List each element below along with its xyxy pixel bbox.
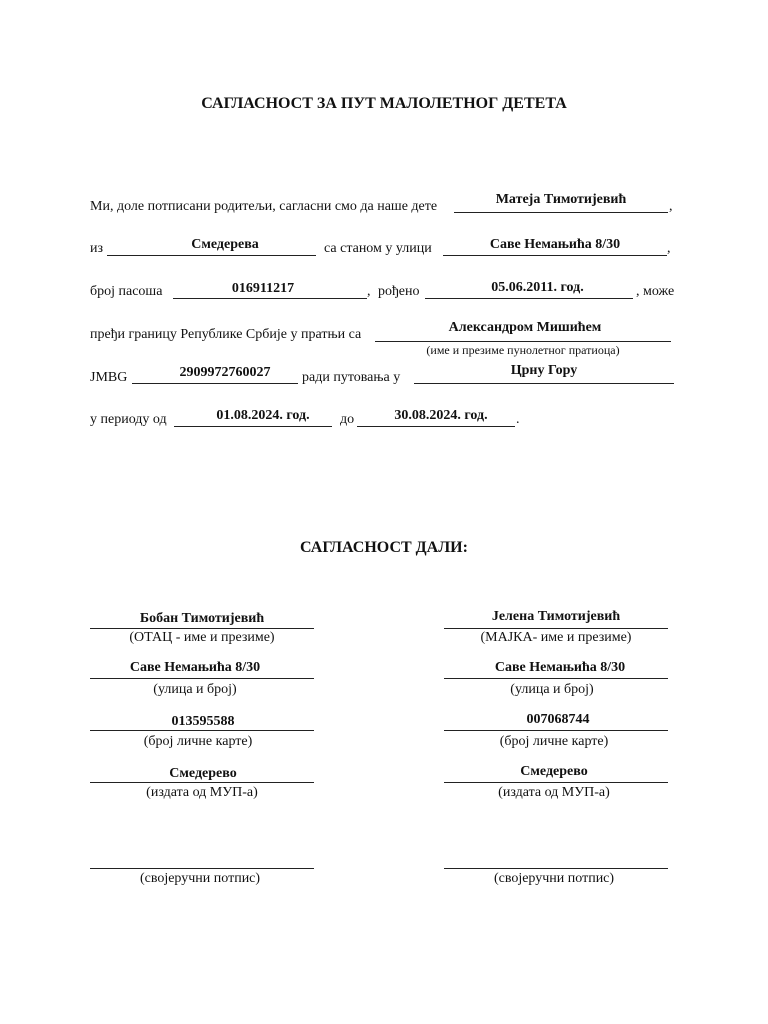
mother-issued-field[interactable]: Смедерево <box>520 764 588 779</box>
to-label: до <box>340 412 355 427</box>
mother-id-field[interactable]: 007068744 <box>526 712 590 727</box>
father-address-line <box>90 678 314 679</box>
mother-address-line <box>444 678 668 679</box>
street-line <box>443 255 667 256</box>
date-to-line <box>357 426 515 427</box>
father-id-caption: (број личне карте) <box>143 734 253 749</box>
destination-line <box>414 383 674 384</box>
father-issued-caption: (издата од МУП-а) <box>146 785 258 800</box>
birth-date-field[interactable]: 05.06.2011. год. <box>491 280 584 295</box>
father-issued-line <box>90 782 314 783</box>
passport-label: број пасоша <box>90 284 163 299</box>
period-label: у периоду од <box>90 412 167 427</box>
city-line <box>107 255 316 256</box>
father-address-field[interactable]: Саве Немањића 8/30 <box>129 660 261 675</box>
jmbg-field[interactable]: 2909972760027 <box>179 365 271 380</box>
cross-border-label: пређи границу Републике Србије у пратњи са <box>90 327 362 342</box>
consent-title: САГЛАСНОСТ ДАЛИ: <box>300 539 468 556</box>
date-from-line <box>174 426 332 427</box>
father-id-field[interactable]: 013595588 <box>171 714 235 729</box>
comma-1: , <box>669 199 673 214</box>
birth-date-line <box>425 298 633 299</box>
father-name-caption: (ОТАЦ - име и презиме) <box>129 630 275 645</box>
street-field[interactable]: Саве Немањића 8/30 <box>489 237 621 252</box>
from-label: из <box>90 241 104 256</box>
mother-address-field[interactable]: Саве Немањића 8/30 <box>494 660 626 675</box>
mother-name-field[interactable]: Јелена Тимотијевић <box>491 609 621 624</box>
jmbg-label: JMBG <box>90 370 128 385</box>
father-name-field[interactable]: Бобан Тимотијевић <box>139 611 265 626</box>
born-label: рођено <box>378 284 420 299</box>
companion-field[interactable]: Александром Мишићем <box>448 320 602 335</box>
comma-2: , <box>667 241 671 256</box>
period-end-dot: . <box>516 412 520 427</box>
father-issued-field[interactable]: Смедерево <box>169 766 237 781</box>
mother-signature-line[interactable] <box>444 868 668 869</box>
date-from-field[interactable]: 01.08.2024. год. <box>216 408 310 423</box>
mother-id-caption: (број личне карте) <box>499 734 609 749</box>
passport-field[interactable]: 016911217 <box>231 281 295 296</box>
companion-caption: (име и презиме пунолетног пратиоца) <box>426 343 620 357</box>
jmbg-line <box>132 383 298 384</box>
comma-3: , <box>367 284 371 299</box>
mother-name-caption: (МАЈКА- име и презиме) <box>480 630 632 645</box>
child-name-field[interactable]: Матеја Тимотијевић <box>495 192 627 207</box>
father-name-line <box>90 628 314 629</box>
companion-line <box>375 341 671 342</box>
intro-text: Ми, доле потписани родитељи, сагласни смо да наше дете <box>90 199 438 214</box>
document-title: САГЛАСНОСТ ЗА ПУТ МАЛОЛЕТНОГ ДЕТЕТА <box>201 95 567 112</box>
destination-field[interactable]: Црну Гору <box>510 363 578 378</box>
child-name-line <box>454 212 668 213</box>
mother-issued-line <box>444 782 668 783</box>
may-label: , може <box>636 284 675 299</box>
date-to-field[interactable]: 30.08.2024. год. <box>394 408 488 423</box>
father-address-caption: (улица и број) <box>153 682 237 697</box>
father-id-line <box>90 730 314 731</box>
street-label: са станом у улици <box>324 241 432 256</box>
mother-signature-caption: (својеручни потпис) <box>493 871 615 886</box>
city-field[interactable]: Смедерева <box>191 237 259 252</box>
father-signature-line[interactable] <box>90 868 314 869</box>
mother-name-line <box>444 628 668 629</box>
passport-line <box>173 298 367 299</box>
mother-id-line <box>444 730 668 731</box>
mother-issued-caption: (издата од МУП-а) <box>498 785 610 800</box>
travel-label: ради путовања у <box>302 370 401 385</box>
father-signature-caption: (својеручни потпис) <box>139 871 261 886</box>
mother-address-caption: (улица и број) <box>510 682 594 697</box>
